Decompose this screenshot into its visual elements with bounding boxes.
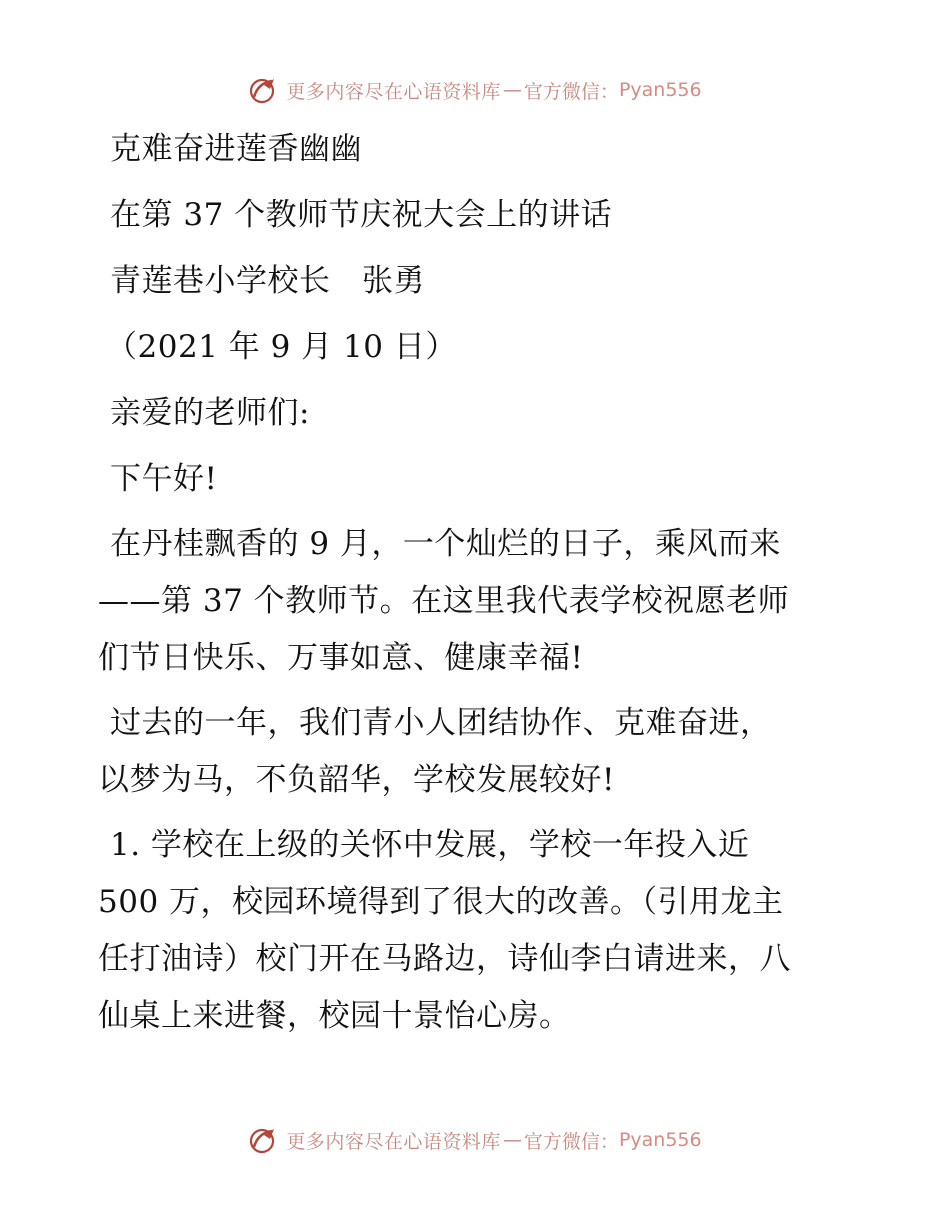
document-author: 青莲巷小学校长 张勇 <box>110 263 425 299</box>
paragraph-line: 1. 学校在上级的关怀中发展，学校一年投入近 <box>110 827 750 863</box>
pen-nib-swirl-icon <box>248 75 278 105</box>
greeting: 下午好! <box>110 461 218 497</box>
salutation: 亲爱的老师们: <box>110 395 310 431</box>
paragraph-line: 在丹桂飘香的 9 月，一个灿烂的日子，乘风而来 <box>110 526 781 562</box>
watermark-text: 更多内容尽在心语资料库 <box>286 80 501 103</box>
watermark-separator: — <box>502 79 522 101</box>
watermark-separator: — <box>502 1129 522 1151</box>
watermark-text: 更多内容尽在心语资料库 <box>286 1130 501 1153</box>
watermark-handle: Pyan556 <box>618 79 702 101</box>
document-body <box>98 120 858 1045</box>
header-watermark <box>0 70 950 110</box>
watermark-handle: Pyan556 <box>618 1129 702 1151</box>
paragraph-2 <box>98 695 858 809</box>
paragraph-3 <box>98 817 858 1045</box>
watermark-contact-label: 官方微信： <box>523 1130 619 1153</box>
paragraph-line: ——第 37 个教师节。在这里我代表学校祝愿老师 <box>98 583 790 619</box>
document-subtitle: 在第 37 个教师节庆祝大会上的讲话 <box>110 197 613 233</box>
paragraph-line: 任打油诗）校门开在马路边，诗仙李白请进来，八 <box>98 941 791 977</box>
footer-watermark <box>0 1120 950 1160</box>
pen-nib-swirl-icon <box>248 1125 278 1155</box>
watermark-contact-label: 官方微信： <box>523 80 619 103</box>
paragraph-1 <box>98 516 858 687</box>
document-title: 克难奋进莲香幽幽 <box>110 131 362 167</box>
paragraph-line: 过去的一年，我们青小人团结协作、克难奋进， <box>110 705 772 741</box>
paragraph-line: 们节日快乐、万事如意、健康幸福! <box>98 640 584 676</box>
paragraph-line: 500 万，校园环境得到了很大的改善。（引用龙主 <box>98 884 784 920</box>
document-date: （2021 年 9 月 10 日） <box>106 329 457 365</box>
paragraph-line: 以梦为马，不负韶华，学校发展较好! <box>98 762 615 798</box>
paragraph-line: 仙桌上来进餐，校园十景怡心房。 <box>98 998 571 1034</box>
